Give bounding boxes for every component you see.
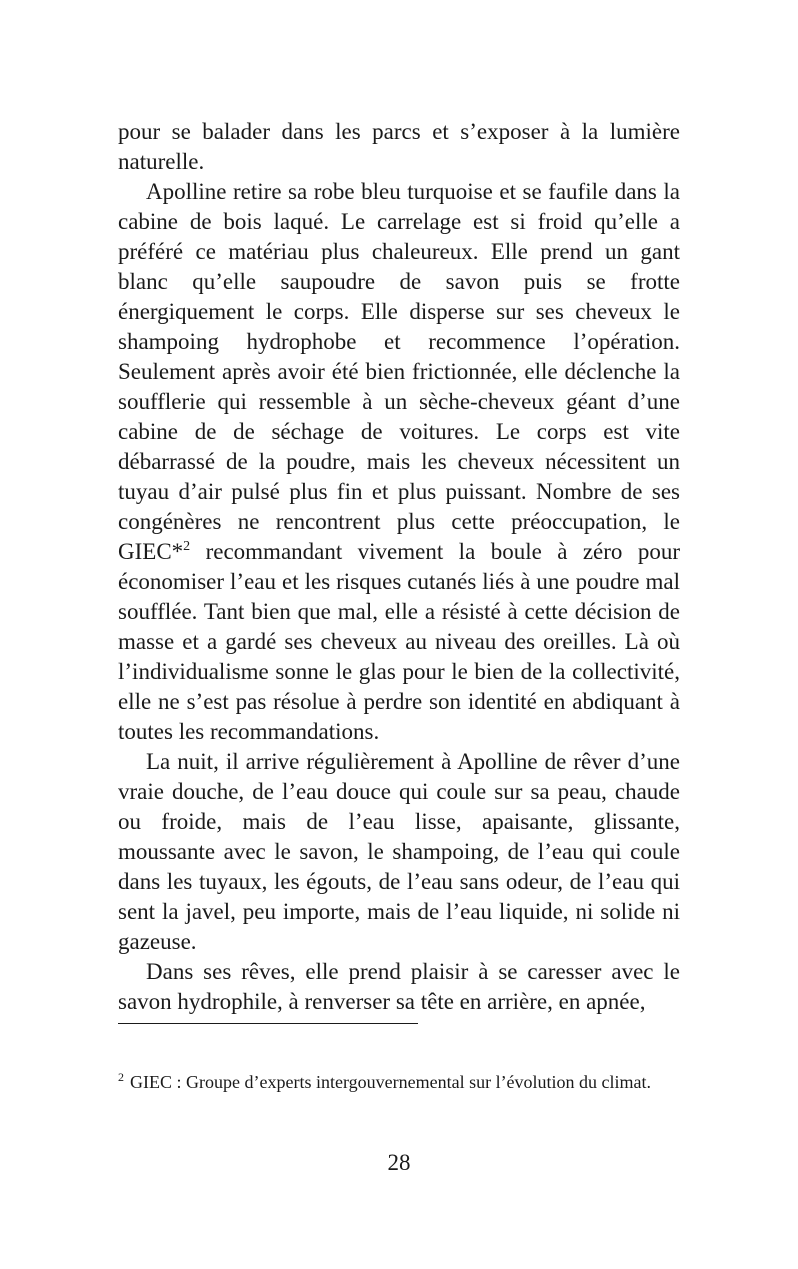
footnote — [118, 1069, 680, 1095]
paragraph-1: pour se balader dans les parcs et s’exposer à la lumière naturelle. — [118, 119, 680, 174]
paragraph-2 — [118, 177, 680, 747]
footnote-text: GIEC : Groupe d’experts intergouvernemental sur l’évolution du climat. — [130, 1072, 652, 1092]
page-number: 28 — [387, 1150, 411, 1175]
footnote-reference: 2 — [183, 539, 191, 554]
paragraph-4: Dans ses rêves, elle prend plaisir à se caresser avec le savon hydrophile, à renverser sa tête en arrière, en apnée, — [118, 959, 680, 1014]
footnote-number: 2 — [118, 1070, 124, 1084]
page-body-text — [118, 117, 680, 1017]
paragraph-2-text-end: recommandant vivement la boule à zéro pour économiser l’eau et les risques cutanés liés à une poudre mal soufflée. Tant bien que mal, elle a résisté à cette décision de masse et a gardé ses cheveux au niveau des oreilles. Là où l’individualisme sonne le glas pour le bien de la collectivité, elle ne s’est pas résolue à perdre son identité en abdiquant à toutes les recommandations. — [118, 539, 680, 744]
paragraph-2-text-start: Apolline retire sa robe bleu turquoise et se faufile dans la cabine de bois laqué. Le carrelage est si froid qu’elle a préféré ce matériau plus chaleureux. Elle prend un gant blanc qu’elle saupoudre de savon puis se frotte énergiquement le corps. Elle disperse sur ses cheveux le shampoing hydrophobe et recommence l’opération. Seulement après avoir été bien frictionnée, elle déclenche la soufflerie qui ressemble à un sèche-cheveux géant d’une cabine de de séchage de voitures. Le corps est vite débarrassé de la poudre, mais les cheveux nécessitent un tuyau d’air pulsé plus fin et plus puissant. Nombre de ses congénères ne rencontrent plus cette préoccupation, le GIEC* — [118, 179, 680, 564]
footnote-separator — [118, 1023, 418, 1024]
paragraph-3: La nuit, il arrive régulièrement à Apolline de rêver d’une vraie douche, de l’eau douce qui coule sur sa peau, chaude ou froide, mais de l’eau lisse, apaisante, glissante, moussante avec le savon, le shampoing, de l’eau qui coule dans les tuyaux, les égouts, de l’eau sans odeur, de l’eau qui sent la javel, peu importe, mais de l’eau liquide, ni solide ni gazeuse. — [118, 749, 680, 954]
